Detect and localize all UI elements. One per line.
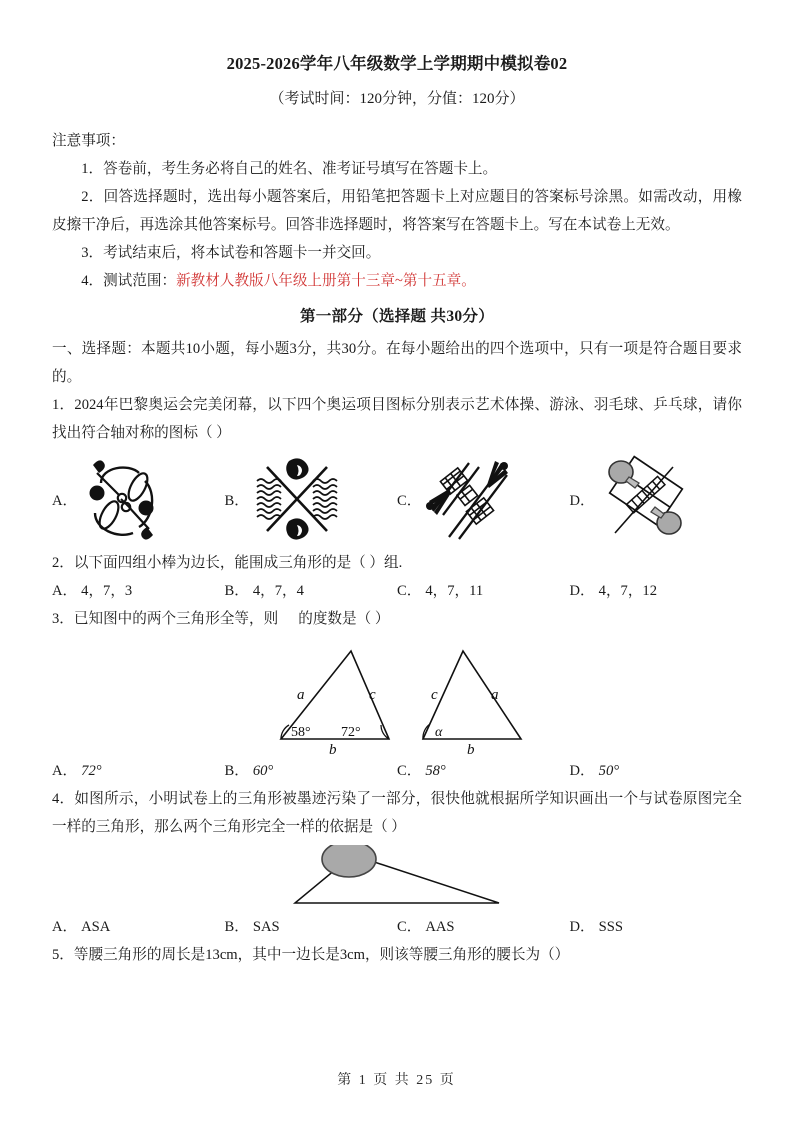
option-b-value: 60° (252, 763, 274, 780)
option-d-label: D． (569, 583, 595, 600)
option-b-label: B． (224, 919, 249, 936)
notice-item-4 (52, 267, 742, 295)
option-d-value: SSS (598, 919, 623, 936)
option-d-value: 4，7，12 (598, 583, 658, 600)
rhythmic-gymnastics-pictogram (81, 453, 165, 545)
option-c-value: 4，7，11 (425, 583, 484, 600)
option-a-label: A． (52, 583, 78, 600)
right-side-c-label: c (431, 687, 438, 704)
option-d-figure (570, 453, 743, 545)
question-4-options (52, 913, 742, 941)
option-a-value: 72° (81, 763, 102, 780)
exam-subtitle: （考试时间：120分钟，分值：120分） (269, 91, 525, 108)
right-side-a-label: a (491, 687, 499, 704)
option-a-label: A． (52, 763, 78, 780)
option-a-label: A． (52, 919, 78, 936)
swimming-pictogram (253, 453, 341, 545)
question-3-figure (52, 637, 742, 755)
part-one-heading: 第一部分（选择题 共30分） (299, 308, 495, 326)
table-tennis-pictogram (599, 453, 691, 545)
question-2-stem: 2．以下面四组小棒为边长，能围成三角形的是（ ）组. (52, 555, 403, 572)
question-3-stem (52, 605, 742, 633)
left-angle-72-label: 72° (341, 725, 361, 741)
option-b[interactable] (225, 757, 398, 785)
option-d-label: D． (569, 492, 595, 509)
question-5-stem: 5．等腰三角形的周长是13cm，其中一边长是3cm，则该等腰三角形的腰长为（） (52, 947, 570, 964)
notice-item-2: 2．回答选择题时，选出每小题答案后，用铅笔把答题卡上对应题目的答案标号涂黑。如需改动，用橡皮擦干净后，再选涂其他答案标号。回答非选择题时，将答案写在答题卡上。写在本试卷上无效。 (52, 189, 742, 234)
scope-prefix: 4．测试范围： (81, 273, 177, 290)
option-c-label: C． (397, 919, 422, 936)
option-c-value: 58° (425, 763, 446, 780)
option-d[interactable] (570, 757, 743, 785)
option-b-label: B． (224, 492, 249, 509)
option-c-figure (397, 453, 570, 545)
right-base-b-label: b (467, 742, 475, 756)
option-c-label: C． (397, 583, 422, 600)
right-angle-alpha-label: α (435, 725, 443, 741)
option-b-value: SAS (252, 919, 280, 936)
page-content (52, 52, 742, 969)
notice-item-3: 3．考试结束后，将本试卷和答题卡一并交回。 (81, 245, 381, 262)
option-c[interactable] (397, 757, 570, 785)
option-a-figure (52, 453, 225, 545)
option-b[interactable] (225, 577, 398, 605)
option-d[interactable] (570, 577, 743, 605)
question-4-stem: 4．如图所示，小明试卷上的三角形被墨迹污染了一部分，很快他就根据所学知识画出一个与试卷原图完全一样的三角形，那么两个三角形完全一样的依据是（ ） (52, 791, 742, 836)
question-2-options (52, 577, 742, 605)
option-c[interactable] (397, 577, 570, 605)
question-1-figure-row (52, 453, 742, 545)
left-side-c-label: c (369, 687, 376, 704)
option-a[interactable] (52, 757, 225, 785)
option-b-label: B． (224, 583, 249, 600)
option-d-label: D． (569, 763, 595, 780)
question-4-figure (52, 845, 742, 911)
ink-blot-ellipse (322, 845, 376, 877)
option-b-figure (225, 453, 398, 545)
section-intro: 一、选择题：本题共10小题，每小题3分，共30分。在每小题给出的四个选项中，只有一项是符合题目要求的。 (52, 341, 742, 386)
option-a[interactable] (52, 577, 225, 605)
option-b-value: 4，7，4 (252, 583, 304, 600)
badminton-pictogram (425, 453, 513, 545)
option-b[interactable] (225, 913, 398, 941)
option-d[interactable] (570, 913, 743, 941)
left-side-a-label: a (297, 687, 305, 704)
notice-item-1: 1．答卷前，考生务必将自己的姓名、准考证号填写在答题卡上。 (81, 161, 498, 178)
option-c[interactable] (397, 913, 570, 941)
page-footer: 第 1 页 共 25 页 (337, 1073, 456, 1088)
page-title: 2025-2026学年八年级数学上学期期中模拟卷02 (226, 54, 568, 73)
option-a-value: 4，7，3 (81, 583, 133, 600)
option-a-value: ASA (81, 919, 111, 936)
option-a-label: A． (52, 492, 78, 509)
left-base-b-label: b (329, 742, 337, 756)
question-3-stem-before: 3．已知图中的两个三角形全等，则 (52, 611, 279, 628)
option-c-label: C． (397, 763, 422, 780)
option-c-value: AAS (425, 919, 455, 936)
option-d-label: D． (569, 919, 595, 936)
option-c-label: C． (397, 492, 422, 509)
option-a[interactable] (52, 913, 225, 941)
left-angle-58-label: 58° (291, 725, 311, 741)
question-3-options (52, 757, 742, 785)
question-3-stem-after: 的度数是（ ） (298, 611, 390, 628)
scope-range-red: 新教材人教版八年级上册第十三章~第十五章。 (176, 273, 476, 290)
option-b-label: B． (224, 763, 249, 780)
notice-heading: 注意事项： (52, 133, 125, 150)
question-1-stem: 1．2024年巴黎奥运会完美闭幕，以下四个奥运项目图标分别表示艺术体操、游泳、羽毛球、乒乓球，请你找出符合轴对称的图标（ ） (52, 397, 742, 442)
option-d-value: 50° (598, 763, 620, 780)
